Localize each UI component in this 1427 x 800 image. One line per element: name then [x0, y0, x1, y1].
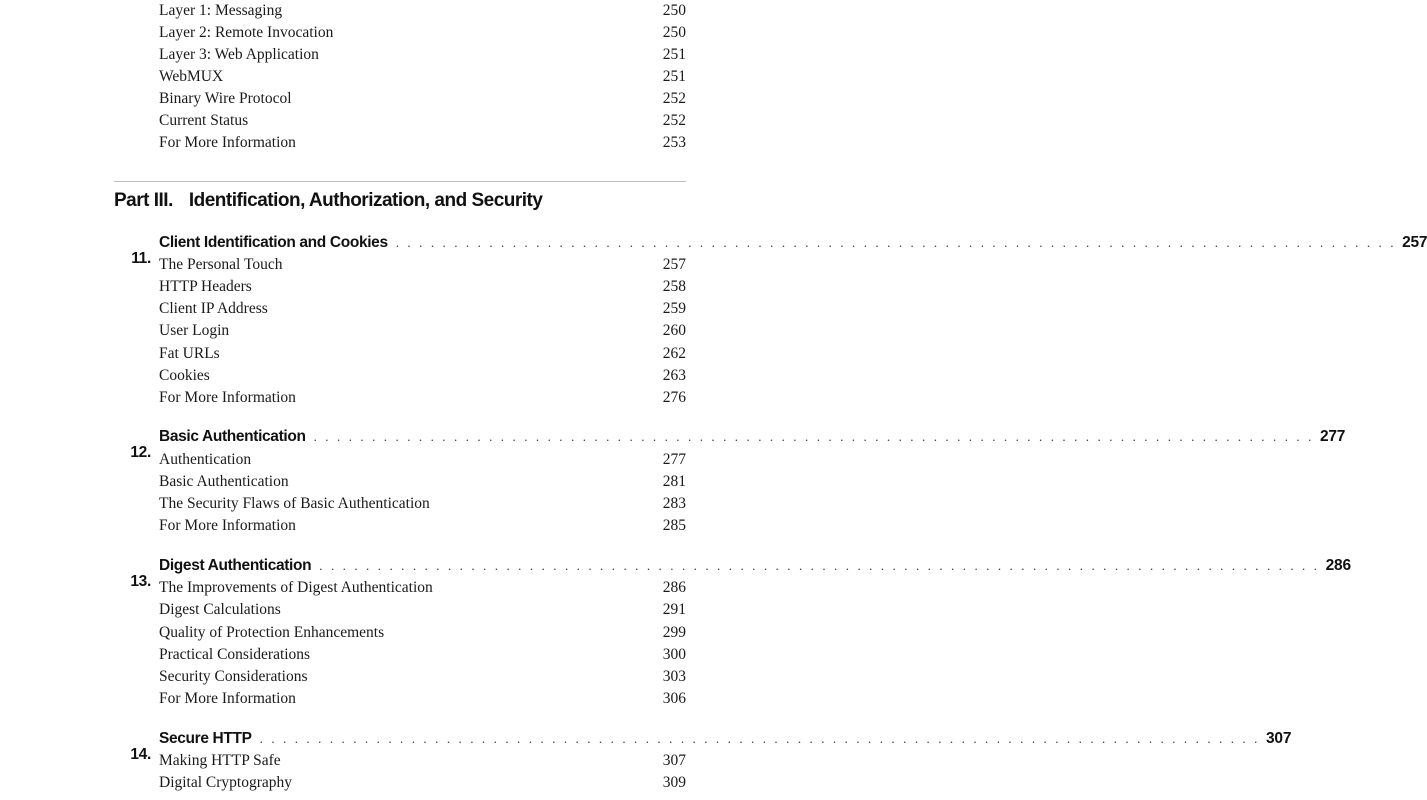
toc-entry[interactable]: [159, 110, 686, 132]
dot-leader: . . . . . . . . . . . . . . . . . . . . . . . . . . . . . . . . . . . . . . . . . . . . . . . . . . . . . . . . . . . . . . . . . . . . . . . . . . . . . . . . . . . . . .: [319, 558, 1320, 573]
chapter-number: 12.: [130, 444, 151, 461]
toc-entry[interactable]: [159, 688, 686, 710]
toc-entry-title: HTTP Headers: [159, 278, 252, 295]
toc-entry-title: Practical Considerations: [159, 646, 311, 663]
dot-leader: . . . . . . . . . . . . . . . . . . . . . . . . . . . . . . . . . . . . . . . . . . . . . . . . . . . . . . . . . . . . . . . . . . . . . . . . . . . . . . . . . . . . . .: [313, 429, 1314, 444]
toc-entry[interactable]: [159, 44, 686, 66]
toc-entry-title: Layer 1: Messaging: [159, 2, 283, 19]
toc-entry[interactable]: [159, 276, 686, 298]
toc-entry-title: Authentication: [159, 451, 252, 468]
toc-entry-title: Current Status: [159, 112, 249, 129]
chapter-title: Client Identification and Cookies: [159, 234, 388, 251]
toc-entry[interactable]: [159, 254, 686, 276]
toc-entry-title: Making HTTP Safe: [159, 752, 281, 769]
toc-entry[interactable]: [159, 622, 686, 644]
toc-entry-title: Digital Cryptography: [159, 774, 293, 791]
toc-entry[interactable]: [159, 365, 686, 387]
toc-entry-title: Client IP Address: [159, 300, 268, 317]
toc-entry[interactable]: [159, 22, 686, 44]
toc-entry[interactable]: [159, 644, 686, 666]
chapter-number: 11.: [131, 250, 151, 267]
chapter-title: Secure HTTP: [159, 730, 252, 747]
toc-entry-page: 259: [662, 300, 686, 317]
toc-entry-title: Security Considerations: [159, 668, 308, 685]
toc-entry[interactable]: [159, 88, 686, 110]
toc-entry-page: 277: [662, 451, 686, 468]
toc-entry-page: 251: [662, 68, 686, 85]
toc-entry[interactable]: [159, 666, 686, 688]
toc-entry-title: Layer 2: Remote Invocation: [159, 24, 334, 41]
toc-entry[interactable]: [159, 599, 686, 621]
toc-entry[interactable]: [159, 387, 686, 409]
toc-entry-page: 283: [662, 495, 686, 512]
chapter-page: 277: [1319, 428, 1346, 445]
chapter-title: Digest Authentication: [159, 557, 312, 574]
chapter-page: 307: [1265, 730, 1292, 747]
chapter-title: Basic Authentication: [159, 428, 306, 445]
toc-entry[interactable]: [159, 750, 686, 772]
toc-entry-title: Cookies: [159, 367, 210, 384]
toc-entry-title: User Login: [159, 322, 230, 339]
chapter-heading-12[interactable]: [100, 425, 1346, 461]
toc-entry-page: 309: [662, 774, 686, 791]
toc-entry-page: 253: [662, 134, 686, 151]
toc-entry[interactable]: [159, 449, 686, 471]
toc-entry-title: For More Information: [159, 517, 296, 534]
toc-entry[interactable]: [159, 493, 686, 515]
toc-entry[interactable]: [159, 515, 686, 537]
part-heading: [114, 186, 542, 216]
part-title: Identification, Authorization, and Security: [188, 190, 543, 211]
toc-entry-page: 257: [662, 256, 686, 273]
part-label: Part III.: [114, 190, 173, 211]
toc-entry[interactable]: [159, 132, 686, 154]
toc-entry-page: 285: [662, 517, 686, 534]
chapter-page: 286: [1325, 557, 1351, 574]
toc-entry-page: 281: [662, 473, 686, 490]
toc-entry-page: 299: [662, 624, 686, 641]
toc-entry-page: 262: [662, 345, 686, 362]
toc-entry-page: 251: [662, 46, 686, 63]
toc-entry-page: 250: [662, 24, 686, 41]
toc-entry-page: 300: [662, 646, 686, 663]
toc-entry-title: The Security Flaws of Basic Authentication: [159, 495, 430, 512]
toc-entry[interactable]: [159, 298, 686, 320]
toc-entry-page: 291: [662, 601, 686, 618]
toc-entry-title: WebMUX: [159, 68, 224, 85]
toc-entry-title: Basic Authentication: [159, 473, 289, 490]
toc-entry[interactable]: [159, 471, 686, 493]
toc-entry-title: Fat URLs: [159, 345, 220, 362]
toc-entry-page: 286: [662, 579, 686, 596]
toc-entry-title: The Improvements of Digest Authentication: [159, 579, 433, 596]
toc-entry-page: 303: [662, 668, 686, 685]
toc-entry-title: Quality of Protection Enhancements: [159, 624, 385, 641]
dot-leader: . . . . . . . . . . . . . . . . . . . . . . . . . . . . . . . . . . . . . . . . . . . . . . . . . . . . . . . . . . . . . . . . . . . . . . . . . . . . . . . . . . . . . .: [395, 235, 1397, 250]
toc-entry[interactable]: [159, 772, 686, 794]
toc-entry[interactable]: [159, 577, 686, 599]
toc-entry[interactable]: [159, 66, 686, 88]
toc-entry-page: 258: [662, 278, 686, 295]
toc-entry-page: 252: [662, 112, 686, 129]
toc-entry[interactable]: [159, 0, 686, 22]
toc-entry-page: 263: [662, 367, 686, 384]
toc-entry[interactable]: [159, 343, 686, 365]
toc-entry-page: 276: [662, 389, 686, 406]
toc-entry-title: Binary Wire Protocol: [159, 90, 292, 107]
part-divider: [114, 181, 686, 182]
toc-entry-page: 307: [662, 752, 686, 769]
dot-leader: . . . . . . . . . . . . . . . . . . . . . . . . . . . . . . . . . . . . . . . . . . . . . . . . . . . . . . . . . . . . . . . . . . . . . . . . . . . . . . . . . . . . . .: [259, 731, 1260, 746]
chapter-number: 14.: [130, 746, 151, 763]
toc-entry-title: Digest Calculations: [159, 601, 281, 618]
toc-entry-title: For More Information: [159, 134, 296, 151]
toc-entry-page: 250: [662, 2, 686, 19]
chapter-number: 13.: [130, 573, 151, 590]
chapter-page: 257: [1402, 234, 1427, 251]
toc-entry-title: Layer 3: Web Application: [159, 46, 319, 63]
toc-entry-title: For More Information: [159, 389, 296, 406]
toc-entry-title: For More Information: [159, 690, 296, 707]
toc-entry-page: 260: [662, 322, 686, 339]
toc-entry-page: 252: [662, 90, 686, 107]
toc-entry[interactable]: [159, 320, 686, 342]
toc-entry-page: 306: [662, 690, 686, 707]
toc-entry-title: The Personal Touch: [159, 256, 283, 273]
